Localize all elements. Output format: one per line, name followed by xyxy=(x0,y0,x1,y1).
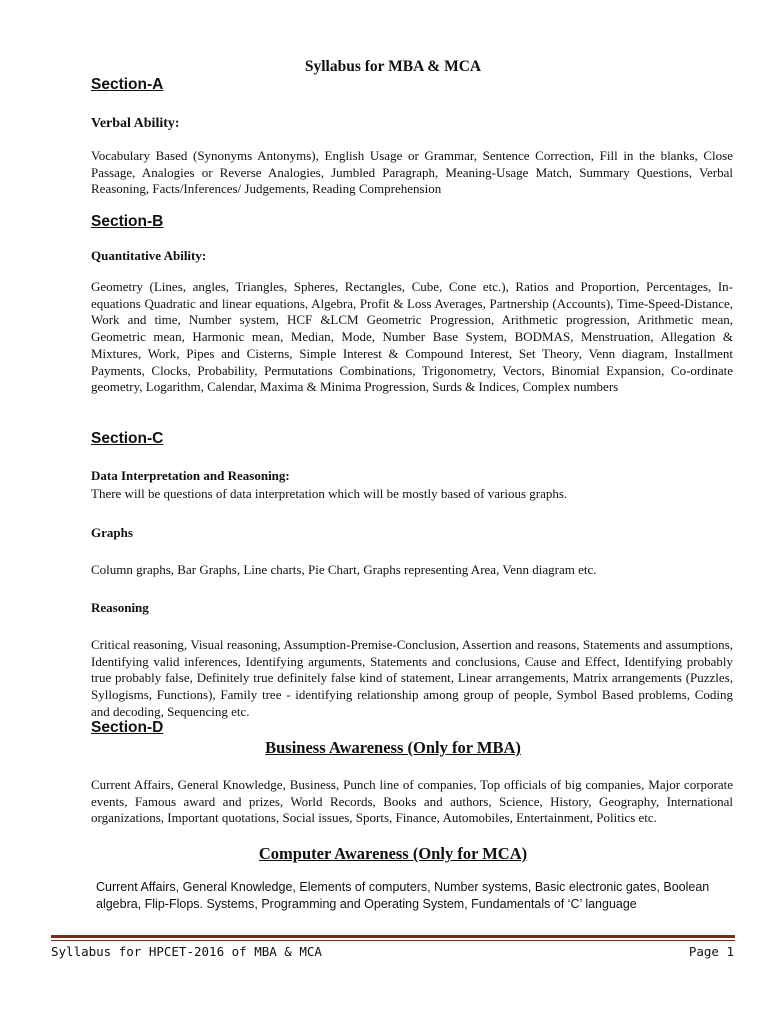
data-interpretation-intro: There will be questions of data interpretation which will be mostly based of various graphs. xyxy=(91,486,568,501)
data-interpretation-heading: Data Interpretation and Reasoning: xyxy=(91,468,290,483)
section-b-heading: Section-B xyxy=(91,213,164,230)
verbal-ability-heading: Verbal Ability: xyxy=(91,116,180,131)
page-title: Syllabus for MBA & MCA xyxy=(304,58,482,75)
verbal-ability-body: Vocabulary Based (Synonyms Antonyms), English Usage or Grammar, Sentence Correction, Fill in the blanks, Close Passage, Analogies or Reverse Analogies, Jumbled Paragraph, Meaning-Usage Match, Summary Questions, Verbal Reasoning, Facts/Inferences/ Judgements, Reading Comprehension xyxy=(91,148,733,197)
graphs-heading: Graphs xyxy=(91,525,133,540)
section-d-heading: Section-D xyxy=(91,719,164,736)
section-c-heading: Section-C xyxy=(91,430,164,447)
quantitative-ability-heading: Quantitative Ability: xyxy=(91,248,207,263)
footer-page-number: Page 1 xyxy=(688,944,734,959)
reasoning-heading: Reasoning xyxy=(91,600,149,615)
business-awareness-body: Current Affairs, General Knowledge, Business, Punch line of companies, Top officials of big companies, Major corporate events, Famous award and prizes, World Records, Books and authors, Science, History, Geography, International organizations, Important quotations, Social issues, Sports, Finance, Automobiles, Entertainment, Politics etc. xyxy=(91,777,733,826)
footer-document-title: Syllabus for HPCET-2016 of MBA & MCA xyxy=(51,944,322,959)
computer-awareness-body: Current Affairs, General Knowledge, Elements of computers, Number systems, Basic electronic gates, Boolean algebra, Flip-Flops. Systems, Programming and Operating System, Fundamentals of ‘C’ language xyxy=(96,880,710,911)
graphs-body: Column graphs, Bar Graphs, Line charts, Pie Chart, Graphs representing Area, Venn diagram etc. xyxy=(91,562,597,577)
section-a-heading: Section-A xyxy=(91,76,164,93)
computer-awareness-heading: Computer Awareness (Only for MCA) xyxy=(258,844,528,863)
footer-rule-thick xyxy=(51,935,735,938)
business-awareness-heading: Business Awareness (Only for MBA) xyxy=(265,738,521,757)
reasoning-body: Critical reasoning, Visual reasoning, Assumption-Premise-Conclusion, Assertion and reasons, Statements and assumptions, Identifying valid inferences, Identifying arguments, Statements and conclusions, Cause and Effect, Identifying probably true probably false, Definitely true definitely false kind of statement, Linear arrangements, Matrix arrangements (Puzzles, Syllogisms, Functions), Family tree - identifying relationship among group of people, Symbol Based problems, Coding and decoding, Sequencing etc. xyxy=(91,637,733,719)
quantitative-ability-body: Geometry (Lines, angles, Triangles, Spheres, Rectangles, Cube, Cone etc.), Ratios and Proportion, Percentages, In-equations Quadratic and linear equations, Algebra, Profit & Loss Averages, Partnership (Accounts), Time-Speed-Distance, Work and time, Number system, HCF &LCM Geometric Progression, Arithmetic progression, Arithmetic mean, Geometric mean, Harmonic mean, Median, Mode, Number Base System, BODMAS, Menstruation, Allegation & Mixtures, Work, Pipes and Cisterns, Simple Interest & Compound Interest, Set Theory, Venn diagram, Installment Payments, Clocks, Probability, Permutations Combinations, Trigonometry, Vectors, Binomial Expansion, Co-ordinate geometry, Logarithm, Calendar, Maxima & Minima Progression, Surds & Indices, Complex numbers xyxy=(91,279,733,395)
footer-rule-thin xyxy=(51,940,735,941)
